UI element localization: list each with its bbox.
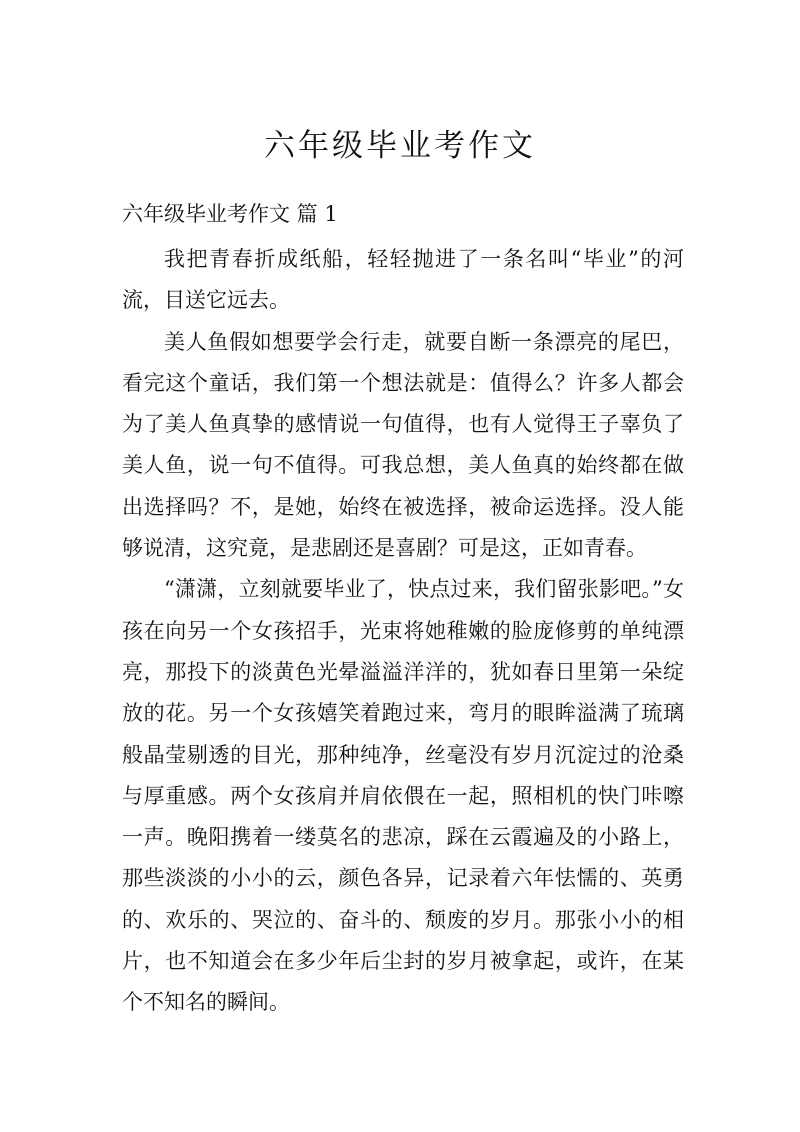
paragraph: 我把青春折成纸船，轻轻抛进了一条名叫“毕业”的河流，目送它远去。 (122, 247, 684, 313)
paragraph: “潇潇，立刻就要毕业了，快点过来，我们留张影吧。”女孩在向另一个女孩招手，光束将她稚嫩的脸庞修剪的单纯漂亮，那投下的淡黄色光晕溢溢洋洋的，犹如春日里第一朵绽放的花。另一个女孩嬉笑着跑过来，弯月的眼眸溢满了琉璃般晶莹剔透的目光，那种纯净，丝毫没有岁月沉淀过的沧桑与厚重感。两个女孩肩并肩依偎在一起，照相机的快门咔嚓一声。晚阳携着一缕莫名的悲凉，踩在云霞遍及的小路上，那些淡淡的小小的云，颜色各异，记录着六年怯懦的、英勇的、欢乐的、哭泣的、奋斗的、颓废的岁月。那张小小的相片，也不知道会在多少年后尘封的岁月被拿起，或许，在某个不知名的瞬间。 (122, 577, 684, 1015)
paragraph: 美人鱼假如想要学会行走，就要自断一条漂亮的尾巴，看完这个童话，我们第一个想法就是：值得么？许多人都会为了美人鱼真挚的感情说一句值得，也有人觉得王子辜负了美人鱼，说一句不值得。可我总想，美人鱼真的始终都在做出选择吗？不，是她，始终在被选择，被命运选择。没人能够说清，这究竟，是悲剧还是喜剧？可是这，正如青春。 (122, 329, 684, 561)
document-body (122, 239, 684, 1024)
document-title: 六年级毕业考作文 (264, 128, 536, 164)
section-heading: 六年级毕业考作文 篇 1 (122, 202, 338, 226)
